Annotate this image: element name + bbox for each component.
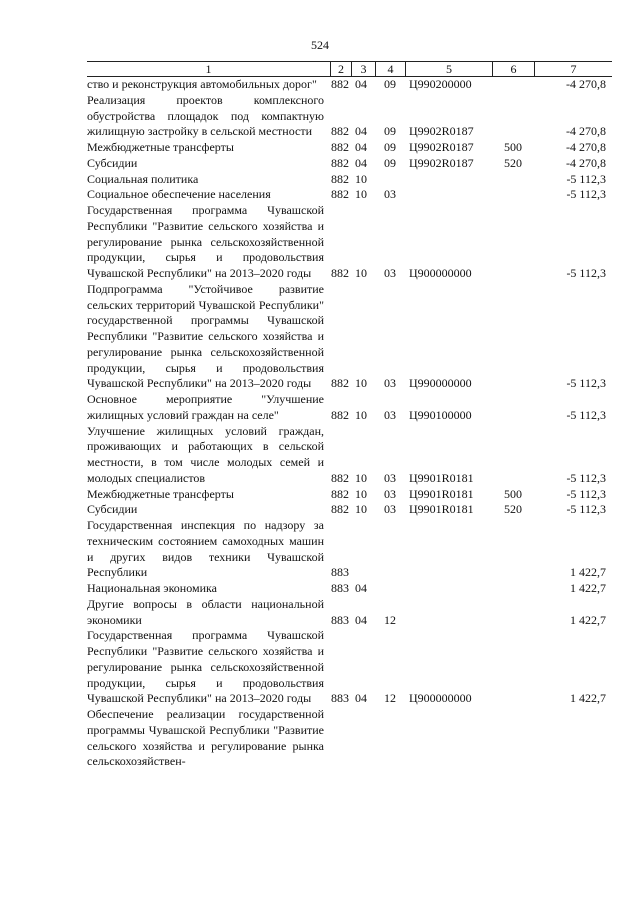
row-name: Основное мероприятие "Улучшение жилищных условий граждан на селе" [87,392,324,422]
row-admin-code: 882 [331,77,349,91]
table-row [87,187,612,203]
row-amount: -5 112,3 [566,470,606,485]
budget-table [87,61,612,770]
row-subsection: 12 [384,691,396,706]
row-section: 10 [355,486,367,501]
row-subsection: 03 [384,187,396,202]
row-section: 10 [355,470,367,485]
row-name: Социальное обеспечение населения [87,187,271,202]
row-amount: -5 112,3 [566,266,606,280]
row-amount: -4 270,8 [566,140,606,154]
row-admin-code: 882 [331,376,349,391]
row-section: 10 [355,266,367,280]
header-col-6: 6 [492,62,534,76]
row-amount: 1 422,7 [570,612,606,627]
row-amount: 1 422,7 [570,565,606,580]
row-name: Межбюджетные трансферты [87,140,234,154]
table-row [87,93,612,140]
page-number: 524 [311,38,329,52]
row-admin-code: 882 [331,140,349,154]
table-row [87,140,612,156]
row-admin-code: 883 [331,612,349,627]
row-amount: -5 112,3 [566,486,606,501]
row-subsection: 09 [384,155,396,170]
table-row [87,77,612,93]
row-name: Обеспечение реализации государственной программы Чувашской Республики "Развитие сельского хозяйства и регулирование рынка сельскохозяйствен- [87,707,324,769]
row-admin-code: 882 [331,502,349,517]
row-target-article: Ц9901R0181 [409,470,474,485]
table-row [87,203,612,282]
row-admin-code: 882 [331,124,349,139]
table-row [87,707,612,770]
row-name: Субсидии [87,155,138,170]
row-admin-code: 882 [331,171,349,186]
row-target-article: Ц9902R0187 [409,140,474,154]
row-target-article: Ц9902R0187 [409,124,474,139]
table-row [87,581,612,597]
row-target-article: Ц990200000 [409,77,472,91]
table-row [87,172,612,188]
row-section: 10 [355,407,367,422]
row-section: 04 [355,155,367,170]
row-subsection: 09 [384,124,396,139]
header-col-3: 3 [351,62,375,76]
table-row [87,502,612,518]
row-admin-code: 883 [331,565,349,580]
row-subsection: 03 [384,486,396,501]
row-name: Национальная экономика [87,581,217,595]
table-header [87,61,612,77]
row-subsection: 03 [384,470,396,485]
row-expense-type: 520 [504,155,522,170]
row-expense-type: 500 [504,140,522,154]
row-amount: -5 112,3 [566,407,606,422]
row-subsection: 09 [384,140,396,154]
header-col-4: 4 [375,62,405,76]
row-amount: -5 112,3 [566,502,606,517]
table-row [87,518,612,581]
row-admin-code: 882 [331,266,349,280]
row-section: 10 [355,187,367,202]
row-amount: -4 270,8 [566,77,606,91]
row-name: Улучшение жилищных условий граждан, проживающих и работающих в сельской местности, в том числе молодых семей и молодых специалистов [87,423,324,485]
row-name: Государственная инспекция по надзору за техническим состоянием самоходных машин и других видов техники Чувашской Республики [87,518,324,580]
row-section: 04 [355,124,367,139]
row-subsection: 09 [384,77,396,91]
row-section: 04 [355,140,367,154]
row-subsection: 03 [384,407,396,422]
row-name: Межбюджетные трансферты [87,486,234,501]
row-name: Реализация проектов комплексного обустройства площадок под компактную жилищную застройку в сельской местности [87,92,324,139]
row-name: Субсидии [87,502,138,517]
table-row [87,597,612,629]
table-row [87,156,612,172]
row-target-article: Ц900000000 [409,266,472,280]
row-section: 04 [355,581,367,595]
header-col-5: 5 [405,62,492,76]
table-body [87,77,612,770]
row-admin-code: 883 [331,581,349,595]
row-target-article: Ц9901R0181 [409,502,474,517]
row-amount: -5 112,3 [566,376,606,391]
table-row [87,487,612,503]
row-section: 04 [355,612,367,627]
header-col-7: 7 [534,62,612,76]
row-subsection: 12 [384,612,396,627]
row-section: 04 [355,77,367,91]
row-expense-type: 500 [504,486,522,501]
row-name: Государственная программа Чувашской Республики "Развитие сельского хозяйства и регулирование рынка сельскохозяйственной продукции, сырья и продовольствия Чувашской Республики" на 2013–2020 годы [87,628,324,706]
row-name: Подпрограмма "Устойчивое развитие сельских территорий Чувашской Республики" государственной программы Чувашской Республики "Развитие сельского хозяйства и регулирование рынка сельскохозяйственной продукции, сырья и продовольствия Чувашской Республики" на 2013–2020 годы [87,281,324,391]
header-col-1: 1 [205,62,212,76]
row-section: 10 [355,171,367,186]
header-col-2: 2 [330,62,351,76]
row-admin-code: 882 [331,486,349,501]
table-row [87,282,612,392]
row-target-article: Ц9902R0187 [409,155,474,170]
row-section: 04 [355,691,367,706]
row-name: Социальная политика [87,171,199,186]
table-row [87,392,612,424]
row-subsection: 03 [384,376,396,391]
row-name: ство и реконструкция автомобильных дорог" [87,77,317,91]
row-name: Другие вопросы в области национальной экономики [87,596,324,627]
row-subsection: 03 [384,502,396,517]
row-admin-code: 883 [331,691,349,706]
row-amount: -5 112,3 [566,187,606,202]
table-row [87,424,612,487]
row-target-article: Ц900000000 [409,691,472,706]
row-admin-code: 882 [331,407,349,422]
row-admin-code: 882 [331,470,349,485]
row-target-article: Ц990000000 [409,376,472,391]
row-name: Государственная программа Чувашской Республики "Развитие сельского хозяйства и регулирование рынка сельскохозяйственной продукции, сырья и продовольствия Чувашской Республики" на 2013–2020 годы [87,203,324,280]
row-amount: 1 422,7 [570,691,606,706]
row-section: 10 [355,376,367,391]
row-target-article: Ц9901R0181 [409,486,474,501]
table-row [87,628,612,707]
row-target-article: Ц990100000 [409,407,472,422]
row-admin-code: 882 [331,155,349,170]
row-subsection: 03 [384,266,396,280]
row-amount: 1 422,7 [570,581,606,595]
row-section: 10 [355,502,367,517]
row-amount: -4 270,8 [566,124,606,139]
row-admin-code: 882 [331,187,349,202]
row-amount: -5 112,3 [566,171,606,186]
row-amount: -4 270,8 [566,155,606,170]
row-expense-type: 520 [504,502,522,517]
